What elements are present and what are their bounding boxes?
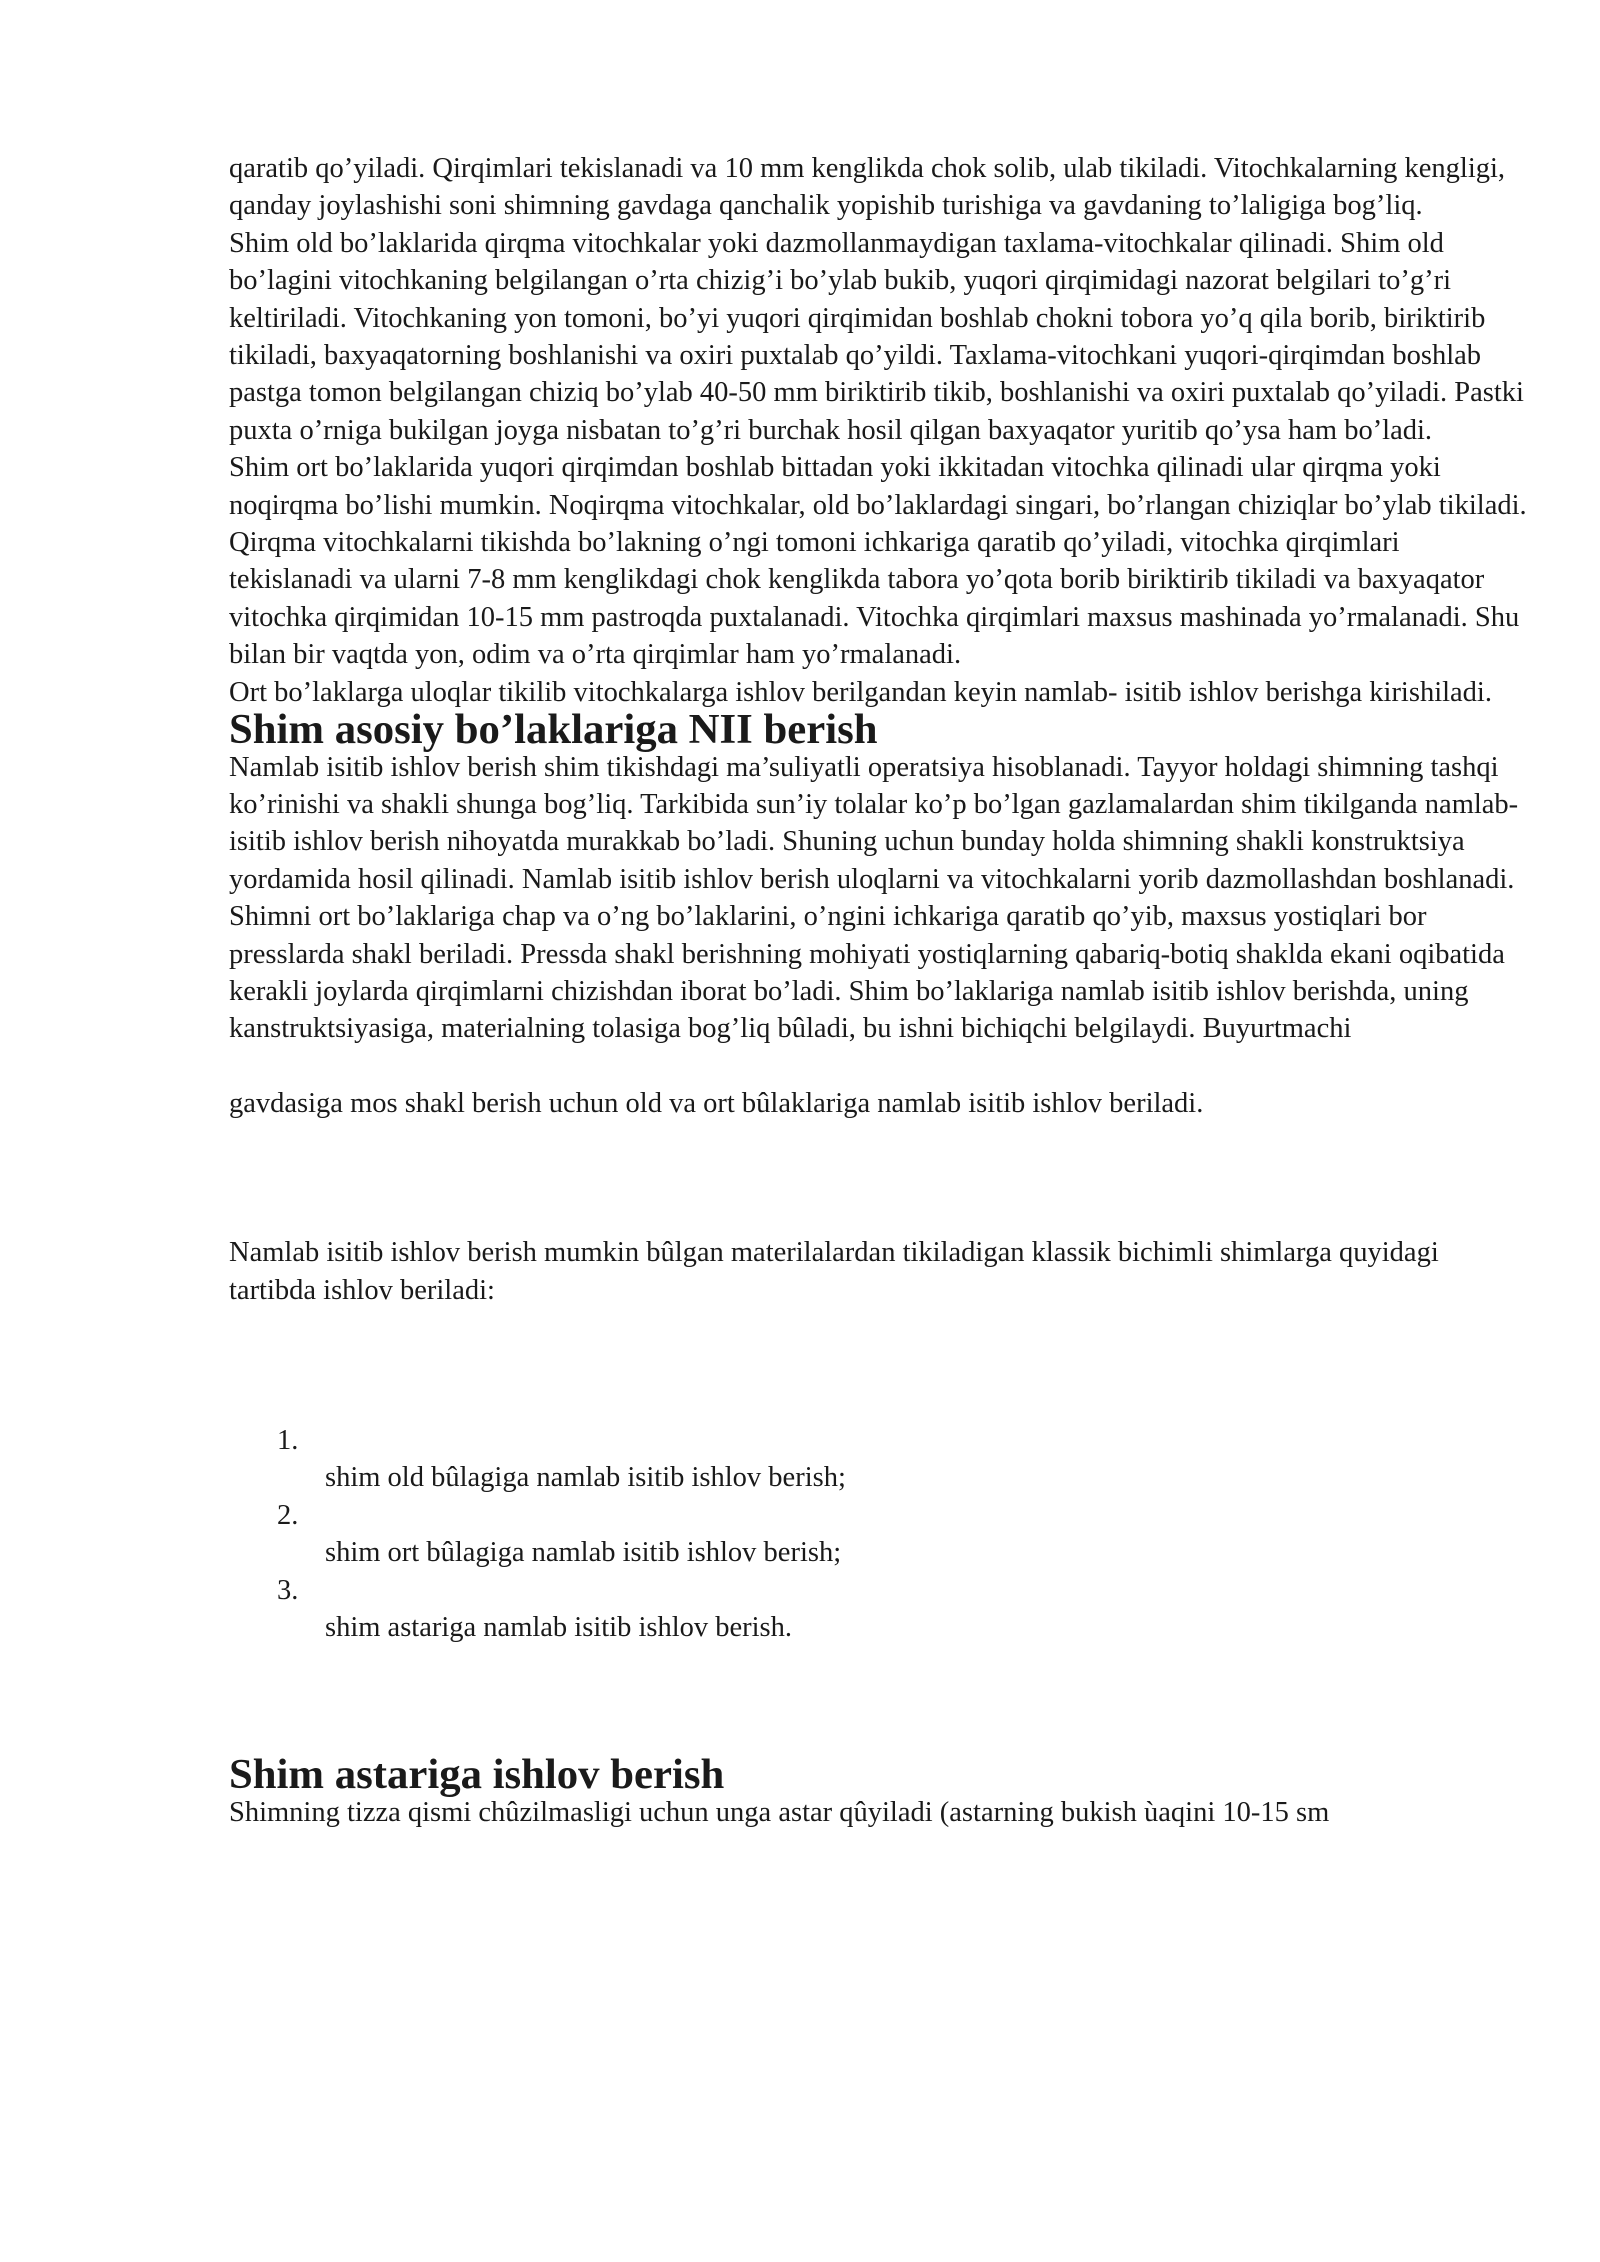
list-item <box>229 1422 1529 1497</box>
document-page <box>229 150 1529 1831</box>
heading-astar: Shim astariga ishlov berish <box>229 1751 725 1799</box>
list-text: shim old bûlagiga namlab isitib ishlov berish; <box>325 1462 846 1494</box>
heading-nii: Shim asosiy bo’laklariga NII berish <box>229 706 878 754</box>
paragraph-vitochka-intro: qaratib qo’yiladi. Qirqimlari tekislanadi va 10 mm kenglikda chok solib, ulab tikiladi. Vitochkalarning kengligi, qanday joylashishi soni shimning gavdaga qanchalik yopishib turishiga va gavdaning to’laligiga bog’liq. <box>229 153 1506 222</box>
paragraph-old-boʼlaklar: Shim old bo’laklarida qirqma vitochkalar yoki dazmollanmaydigan taxlama-vitochkalar qilinadi. Shim old bo’lagini vitochkaning belgilangan o’rta chizig’i bo’ylab bukib, yuqori qirqimidagi nazorat belgilari to’g’ri keltiriladi. Vitochkaning yon tomoni, bo’yi yuqori qirqimidan boshlab chokni tobora yo’q qila borib, biriktirib tikiladi, baxyaqatorning boshlanishi va oxiri puxtalab qo’yildi. Taxlama-vitochkani yuqori-qirqimdan boshlab pastga tomon belgilangan chiziq bo’ylab 40-50 mm biriktirib tikib, boshlanishi va oxiri puxtalab qo’yiladi. Pastki puxta o’rniga bukilgan joyga nisbatan to’g’ri burchak hosil qilgan baxyaqator yuritib qo’ysa ham bo’ladi. <box>229 227 1524 446</box>
paragraph-astar: Shimning tizza qismi chûzilmasligi uchun unga astar qûyiladi (astarning bukish ùaqini 10-15 sm <box>229 1796 1330 1828</box>
paragraph-tartib: Namlab isitib ishlov berish mumkin bûlgan materilalardan tikiladigan klassik bichimli shimlarga quyidagi tartibda ishlov beriladi: <box>229 1237 1439 1306</box>
list-text: shim astariga namlab isitib ishlov berish. <box>325 1611 793 1643</box>
paragraph-gavda: gavdasiga mos shakl berish uchun old va ort bûlaklariga namlab isitib ishlov beriladi. <box>229 1087 1204 1119</box>
list-item <box>229 1572 1529 1647</box>
paragraph-nii: Namlab isitib ishlov berish shim tikishdagi ma’suliyatli operatsiya hisoblanadi. Tayyor holdagi shimning tashqi ko’rinishi va shakli shunga bog’liq. Tarkibida sun’iy tolalar ko’p bo’lgan gazlamalardan shim tikilganda namlab-isitib ishlov berish nihoyatda murakkab bo’ladi. Shuning uchun bunday holda shimning shakli konstruktsiya yordamida hosil qilinadi. Namlab isitib ishlov berish uloqlarni va vitochkalarni yorib dazmollashdan boshlanadi. Shimni ort bo’laklariga chap va o’ng bo’laklarini, o’ngini ichkariga qaratib qo’yib, maxsus yostiqlari bor presslarda shakl beriladi. Pressda shakl berishning mohiyati yostiqlarning qabariq-botiq shaklda ekani oqibatida kerakli joylarda qirqimlarni chizishdan iborat bo’ladi. Shim bo’laklariga namlab isitib ishlov berishda, uning kanstruktsiyasiga, materialning tolasiga bog’liq bûladi, bu ishni bichiqchi belgilaydi. Buyurtmachi <box>229 751 1519 1045</box>
spacer <box>229 1646 1529 1756</box>
list-number: 1. <box>277 1424 299 1456</box>
numbered-list <box>229 1422 1529 1646</box>
list-item <box>229 1497 1529 1572</box>
spacer <box>229 1309 1529 1422</box>
spacer <box>229 1122 1529 1234</box>
paragraph-uloqlar: Ort bo’laklarga uloqlar tikilib vitochkalarga ishlov berilgandan keyin namlab- isitib ishlov berishga kirishiladi. <box>229 676 1492 708</box>
list-number: 3. <box>277 1574 299 1606</box>
paragraph-ort-boʼlaklar: Shim ort bo’laklarida yuqori qirqimdan boshlab bittadan yoki ikkitadan vitochka qilinadi ular qirqma yoki noqirqma bo’lishi mumkin. Noqirqma vitochkalar, old bo’laklardagi singari, bo’rlangan chiziqlar bo’ylab tikiladi. Qirqma vitochkalarni tikishda bo’lakning o’ngi tomoni ichkariga qaratib qo’yiladi, vitochka qirqimlari tekislanadi va ularni 7-8 mm kenglikdagi chok kenglikda tabora yo’qota borib biriktirib tikiladi va baxyaqator vitochka qirqimidan 10-15 mm pastroqda puxtalanadi. Vitochka qirqimlari maxsus mashinada yo’rmalanadi. Shu bilan bir vaqtda yon, odim va o’rta qirqimlar ham yo’rmalanadi. <box>229 452 1527 671</box>
list-number: 2. <box>277 1499 299 1531</box>
spacer <box>229 1048 1529 1085</box>
list-text: shim ort bûlagiga namlab isitib ishlov berish; <box>325 1537 842 1569</box>
